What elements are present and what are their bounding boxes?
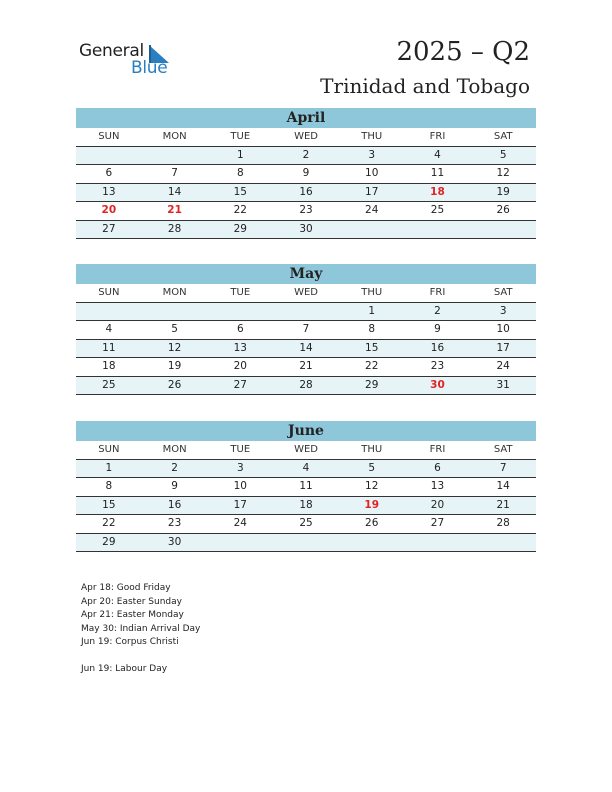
week-row [76, 340, 536, 359]
month-may [76, 264, 536, 395]
date-cell: 13 [233, 341, 247, 354]
week-row [76, 165, 536, 184]
country-subtitle: Trinidad and Tobago [320, 74, 530, 98]
date-cell: 14 [496, 480, 510, 492]
week-row [76, 202, 536, 221]
holiday-notes [81, 582, 200, 676]
date-cell: 23 [430, 360, 445, 372]
date-cell: 21 [496, 498, 510, 511]
date-cell: 6 [236, 323, 244, 335]
date-cell: 14 [299, 341, 313, 354]
date-cell: 13 [102, 185, 116, 198]
date-cell: 14 [167, 185, 182, 198]
date-cell: 17 [233, 498, 247, 511]
date-cell [470, 534, 536, 552]
date-cell: 15 [102, 498, 116, 511]
weekday-label: MON [162, 131, 187, 142]
month-header: May [76, 264, 536, 284]
date-cell: 17 [365, 185, 379, 198]
date-cell: 16 [430, 341, 445, 354]
date-cell: 3 [499, 304, 507, 317]
date-cell: 25 [430, 204, 445, 216]
holiday-note: Apr 20: Easter Sunday [81, 596, 182, 607]
weekday-label: THU [361, 444, 383, 455]
date-cell: 24 [365, 204, 379, 216]
date-cell: 16 [299, 185, 313, 198]
month-header: April [76, 108, 536, 128]
date-cell: 3 [236, 461, 244, 474]
date-cell: 22 [233, 204, 247, 216]
date-cell: 27 [430, 517, 445, 529]
holiday-date-cell: 21 [167, 204, 182, 216]
holiday-date-cell: 18 [430, 185, 445, 198]
date-cell [470, 221, 536, 239]
month-header: June [76, 421, 536, 441]
date-cell [76, 147, 142, 165]
weekday-label: SAT [493, 287, 513, 298]
weekday-label: WED [294, 287, 318, 298]
date-cell: 7 [302, 323, 310, 335]
date-cell: 8 [105, 480, 113, 492]
date-cell: 10 [365, 167, 379, 179]
date-cell: 2 [171, 461, 178, 474]
date-cell [339, 534, 405, 552]
date-cell: 11 [102, 341, 116, 354]
date-cell: 7 [499, 461, 507, 474]
date-cell: 12 [496, 167, 510, 179]
date-cell: 10 [233, 480, 247, 492]
date-cell: 1 [105, 461, 113, 474]
date-cell [207, 303, 273, 321]
date-cell: 20 [233, 360, 247, 372]
date-cell: 2 [302, 148, 310, 161]
date-cell: 27 [102, 222, 116, 235]
date-cell: 19 [167, 360, 182, 372]
date-cell: 27 [233, 378, 247, 391]
weekday-label: SUN [98, 444, 120, 455]
weekday-label: WED [294, 131, 318, 142]
date-cell: 25 [102, 378, 116, 391]
date-cell: 29 [233, 222, 247, 235]
week-row [76, 358, 536, 377]
date-cell: 15 [365, 341, 379, 354]
weekday-label: MON [162, 444, 187, 455]
general-blue-logo [79, 41, 179, 81]
weekday-label: FRI [429, 287, 446, 298]
holiday-note: Apr 18: Good Friday [81, 583, 171, 593]
date-cell: 25 [299, 517, 313, 529]
date-cell: 2 [434, 304, 441, 317]
week-row [76, 303, 536, 322]
weekday-label: SUN [98, 287, 120, 298]
month-june [76, 421, 536, 552]
date-cell: 7 [171, 167, 178, 179]
date-cell: 10 [496, 323, 510, 335]
weekday-label: SAT [493, 444, 513, 455]
holiday-date-cell: 19 [364, 498, 380, 511]
weekday-label: THU [361, 287, 383, 298]
holiday-note: Jun 19: Corpus Christi [81, 637, 179, 647]
date-cell: 30 [167, 535, 182, 548]
weekday-label: SUN [98, 131, 120, 142]
date-cell: 26 [167, 378, 182, 391]
date-cell [405, 534, 471, 552]
date-cell: 12 [167, 341, 182, 354]
date-cell: 24 [496, 360, 510, 372]
date-cell: 19 [496, 185, 510, 198]
weekday-header-row [76, 441, 536, 460]
week-row [76, 515, 536, 534]
page-title: 2025 – Q2 [396, 37, 530, 67]
date-cell: 29 [102, 535, 116, 548]
date-cell: 5 [368, 461, 376, 474]
month-april [76, 108, 536, 239]
holiday-note: May 30: Indian Arrival Day [81, 623, 201, 634]
holiday-date-cell: 20 [101, 204, 117, 216]
date-cell: 23 [299, 204, 313, 216]
date-cell: 4 [105, 323, 113, 335]
weekday-header-row [76, 284, 536, 303]
week-row [76, 460, 536, 479]
date-cell: 18 [299, 498, 313, 511]
date-cell: 18 [102, 360, 116, 372]
weekday-label: TUE [230, 287, 251, 298]
date-cell: 28 [299, 378, 313, 391]
date-cell: 31 [496, 378, 510, 391]
date-cell: 11 [299, 480, 313, 492]
date-cell [273, 534, 339, 552]
week-row [76, 534, 536, 553]
date-cell [339, 221, 405, 239]
week-row [76, 221, 536, 240]
logo-word-general: General [79, 41, 144, 61]
date-cell: 21 [299, 360, 313, 372]
holiday-note: Apr 21: Easter Monday [81, 610, 184, 620]
date-cell: 16 [167, 498, 182, 511]
week-row [76, 321, 536, 340]
logo-word-blue: Blue [131, 58, 168, 78]
date-cell: 12 [365, 480, 379, 492]
date-cell: 15 [233, 185, 247, 198]
date-cell: 9 [434, 323, 441, 335]
date-cell: 6 [434, 461, 441, 474]
date-cell: 5 [499, 148, 507, 161]
week-row [76, 478, 536, 497]
date-cell [76, 303, 142, 321]
date-cell: 26 [365, 517, 379, 529]
date-cell: 1 [368, 304, 376, 317]
week-row [76, 184, 536, 203]
date-cell [142, 303, 208, 321]
weekday-label: SAT [493, 131, 513, 142]
date-cell: 13 [430, 480, 445, 492]
date-cell: 22 [365, 360, 379, 372]
date-cell: 28 [496, 517, 510, 529]
date-cell [207, 534, 273, 552]
date-cell: 9 [171, 480, 178, 492]
date-cell: 8 [368, 323, 376, 335]
date-cell: 28 [167, 222, 182, 235]
date-cell: 1 [236, 148, 244, 161]
holiday-note: Jun 19: Labour Day [81, 663, 168, 674]
week-row [76, 497, 536, 516]
holiday-date-cell: 30 [430, 378, 445, 391]
date-cell: 22 [102, 517, 116, 529]
date-cell: 8 [236, 167, 244, 179]
week-row [76, 147, 536, 166]
week-row [76, 377, 536, 396]
date-cell: 24 [233, 517, 247, 529]
date-cell [142, 147, 208, 165]
weekday-label: WED [294, 444, 318, 455]
date-cell: 26 [496, 204, 510, 216]
date-cell [273, 303, 339, 321]
date-cell: 6 [105, 167, 113, 179]
date-cell: 3 [368, 148, 376, 161]
weekday-label: THU [361, 131, 383, 142]
date-cell: 9 [302, 167, 310, 179]
date-cell: 4 [302, 461, 310, 474]
date-cell [405, 221, 471, 239]
date-cell: 4 [434, 148, 441, 161]
date-cell: 5 [171, 323, 178, 335]
weekday-label: FRI [429, 131, 446, 142]
date-cell: 30 [299, 222, 313, 235]
weekday-label: TUE [230, 444, 251, 455]
date-cell: 11 [430, 167, 445, 179]
date-cell: 17 [496, 341, 510, 354]
weekday-label: MON [162, 287, 187, 298]
weekday-label: FRI [429, 444, 446, 455]
date-cell: 23 [167, 517, 182, 529]
date-cell: 29 [365, 378, 379, 391]
date-cell: 20 [430, 498, 445, 511]
weekday-header-row [76, 128, 536, 147]
weekday-label: TUE [230, 131, 251, 142]
